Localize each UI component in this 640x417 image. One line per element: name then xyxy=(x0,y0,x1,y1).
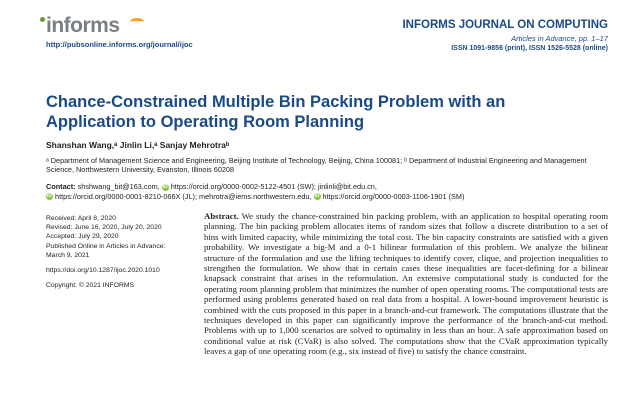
paper-contact xyxy=(46,182,626,201)
orcid-icon: iD xyxy=(314,193,320,200)
paper-affiliations: ᵃ Department of Management Science and Engineering, Beijing Institute of Technology, Beijing, China 100081; ᵇ Department of Industrial Engineering and Management Science, Northwestern University, Evanston, Illinois 60208 xyxy=(46,156,587,174)
informs-logo xyxy=(46,14,146,38)
paper-authors: Shanshan Wang,ᵃ Jinlin Li,ᵃ Sanjay Mehrotraᵇ xyxy=(46,140,230,150)
journal-url[interactable]: http://pubsonline.informs.org/journal/ijoc xyxy=(46,40,193,49)
orcid-icon: iD xyxy=(47,193,52,200)
contact-email-sw[interactable]: shshwang_bit@163.com, xyxy=(77,182,160,191)
published-label: Published Online in Articles in Advance: xyxy=(46,242,166,250)
logo-dot-icon xyxy=(40,17,45,22)
article-history xyxy=(46,214,196,290)
journal-name: INFORMS JOURNAL ON COMPUTING xyxy=(402,19,608,31)
abstract xyxy=(204,211,608,357)
abstract-label: Abstract. xyxy=(204,211,239,221)
journal-issn: ISSN 1091-9856 (print), ISSN 1526-5528 (online) xyxy=(451,45,608,52)
contact-orcid-jl[interactable]: https://orcid.org/0000-0001-8210-066X (JL); mehrotra@iems.northwestern.edu, xyxy=(55,191,312,201)
abstract-text: We study the chance-constrained bin packing problem, with an application to hospital operating room planning. The bin packing problem allocates items of random sizes that follow a discrete distribution to a set of bins with limited capacity, while minimizing the total cost. The bin capacity constraints are satisfied with a given probability. We investigate a big-M and a 0-1 bilinear formulation of this problem. We analyze the bilinear structure of the formulation and use the lifting techniques to identify cover, clique, and projection inequalities to strengthen the formulation. We show that in certain cases these inequalities are facet-defining for a bilinear knapsack constraint that arises in the reformulation. An extensive computational study is conducted for the operating room planning problem that minimizes the number of open operating rooms. The computational tests are performed using problems generated based on real data from a hospital. A lower-bound improvement heuristic is combined with the cuts proposed in this paper in a branch-and-cut framework. The computations illustrate that the techniques developed in this paper can significantly improve the performance of the branch-and-cut method. Problems with up to 1,000 scenarios are solved to optimality in less than an hour. A safe approximation based on conditional value at risk (CVaR) is also solved. The computations show that the CVaR approximation typically leaves a gap of one operating room (e.g., six instead of five) to satisfy the chance constraint. xyxy=(204,211,608,357)
journal-advance: Articles in Advance, pp. 1–17 xyxy=(511,34,608,43)
logo-swoosh-icon xyxy=(130,18,144,26)
received-date: Received: April 8, 2020 xyxy=(46,215,116,222)
copyright: Copyright: © 2021 INFORMS xyxy=(46,282,135,290)
doi-link[interactable]: https://doi.org/10.1287/ijoc.2020.1010 xyxy=(46,267,160,275)
contact-orcid-sw[interactable]: https://orcid.org/0000-0002-5122-4501 (SW); jinlinli@bit.edu.cn, xyxy=(170,182,377,191)
journal-header xyxy=(402,18,608,54)
contact-orcid-sm[interactable]: https://orcid.org/0000-0003-1106-1901 (SM) xyxy=(322,191,465,201)
published-date: March 9, 2021 xyxy=(46,251,90,259)
accepted-date: Accepted: July 29, 2020 xyxy=(46,233,119,241)
revised-date: Revised: June 16, 2020, July 20, 2020 xyxy=(46,224,162,232)
paper-title: Chance-Constrained Multiple Bin Packing Problem with an Application to Operating Room Planning xyxy=(46,93,506,131)
logo-text: informs xyxy=(46,14,120,37)
contact-label: Contact: xyxy=(46,182,76,191)
orcid-icon: iD xyxy=(162,183,168,190)
